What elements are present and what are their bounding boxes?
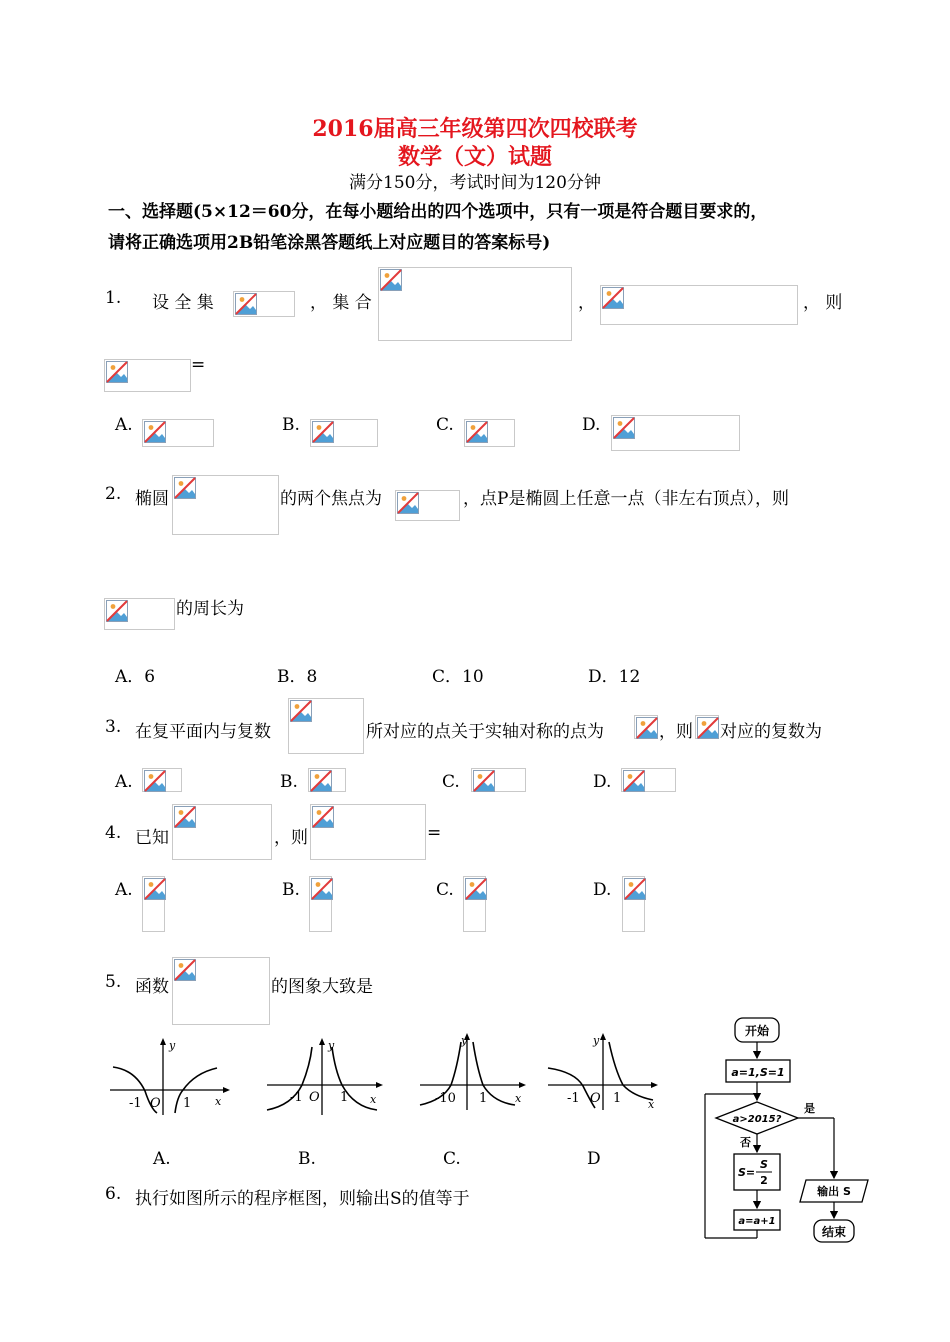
broken-image-icon [600, 285, 798, 325]
q1-option-c: C. [436, 415, 454, 435]
q2-text-3: ，点P是椭圆上任意一点（非左右顶点），则 [463, 489, 789, 509]
broken-image-icon [309, 876, 332, 932]
title-line1: 2016届高三年级第四次四校联考 [312, 116, 638, 142]
broken-image-icon [611, 415, 740, 451]
broken-image-icon [622, 876, 645, 932]
section-heading-line2: 请将正确选项用2B铅笔涂黑答题纸上对应题目的答案标号) [108, 233, 551, 253]
q3-number: 3. [105, 717, 122, 737]
q3-text-4: 对应的复数为 [720, 722, 822, 742]
q4-option-b: B. [282, 880, 300, 900]
graph-b [262, 1035, 392, 1120]
pos1-label: 1 [613, 1091, 622, 1106]
broken-image-icon [172, 475, 279, 535]
q5-number: 5. [105, 972, 122, 992]
neg1-0-label: -10 [435, 1091, 456, 1106]
q1-number: 1. [105, 288, 122, 308]
q1-option-b: B. [282, 415, 300, 435]
q4-option-a: A. [115, 880, 133, 900]
neg1-label: -1 [567, 1091, 580, 1106]
q1-option-d: D. [582, 415, 601, 435]
flow-increment-label: a=a+1 [738, 1216, 776, 1227]
neg1-label: -1 [129, 1096, 142, 1111]
broken-image-icon [142, 768, 182, 792]
q2-text-2: 的两个焦点为 [280, 489, 382, 509]
q3-option-b: B. [280, 772, 298, 792]
graph-d [545, 1030, 665, 1115]
neg1-label: -1 [290, 1090, 303, 1105]
flow-assign-label: S= [738, 1166, 756, 1179]
q5-option-d: D [587, 1149, 601, 1169]
origin-label: O [150, 1096, 161, 1111]
q3-text-3: ，则 [659, 722, 693, 742]
title-line2: 数学（文）试题 [397, 144, 552, 170]
broken-image-icon [621, 768, 676, 792]
broken-image-icon [288, 698, 364, 754]
q1-option-a: A. [115, 415, 133, 435]
graph-a [105, 1035, 235, 1120]
flow-init-label: a=1,S=1 [731, 1066, 785, 1079]
flow-assign-numerator: S [760, 1158, 768, 1171]
q3-option-d: D. [593, 772, 612, 792]
y-label: y [169, 1039, 176, 1052]
broken-image-icon [695, 715, 719, 739]
pos1-label: 1 [479, 1091, 488, 1106]
flow-yes-label: 是 [804, 1102, 815, 1115]
flow-end-label: 结束 [821, 1225, 847, 1239]
flow-condition-label: a>2015? [732, 1114, 782, 1125]
q3-text-1: 在复平面内与复数 [135, 722, 271, 742]
q2-text-4: 的周长为 [176, 599, 244, 619]
q1-text-4: ， 则 [803, 293, 843, 313]
broken-image-icon [104, 598, 175, 630]
q4-text-3: = [427, 823, 442, 843]
flow-assign-denominator: 2 [760, 1174, 768, 1187]
broken-image-icon [463, 876, 486, 932]
pos1-label: 1 [340, 1090, 349, 1105]
broken-image-icon [471, 768, 526, 792]
q5-option-a: A. [153, 1149, 171, 1169]
flow-start-label: 开始 [744, 1024, 770, 1038]
broken-image-icon [310, 419, 378, 447]
q3-option-c: C. [442, 772, 460, 792]
x-label: x [370, 1093, 377, 1106]
y-label: y [328, 1039, 335, 1052]
q4-text-2: ，则 [274, 828, 308, 848]
broken-image-icon [142, 419, 214, 447]
broken-image-icon [634, 715, 658, 739]
q5-text-1: 函数 [135, 977, 169, 997]
broken-image-icon [395, 490, 460, 521]
subtitle: 满分150分，考试时间为120分钟 [349, 173, 601, 193]
q2-option-b: B．8 [277, 667, 318, 687]
q6-text: 执行如图所示的程序框图，则输出S的值等于 [135, 1189, 470, 1209]
x-label: x [648, 1098, 655, 1111]
q5-text-2: 的图象大致是 [271, 977, 373, 997]
origin-label: O [309, 1090, 320, 1105]
q6-number: 6. [105, 1184, 122, 1204]
x-label: x [515, 1092, 522, 1105]
q5-option-b: B. [298, 1149, 316, 1169]
q4-option-d: D. [593, 880, 612, 900]
section-heading-line1: 一、选择题(5×12＝60分，在每小题给出的四个选项中，只有一项是符合题目要求的， [108, 202, 768, 222]
broken-image-icon [308, 768, 346, 792]
q4-text-1: 已知 [135, 828, 169, 848]
broken-image-icon [464, 419, 515, 447]
q1-text-2: ， 集 合 [310, 293, 372, 313]
x-label: x [215, 1095, 222, 1108]
broken-image-icon [378, 267, 572, 341]
flow-no-label: 否 [740, 1136, 751, 1149]
q4-number: 4. [105, 823, 122, 843]
q1-text-1: 设 全 集 [152, 293, 214, 313]
y-label: y [461, 1034, 468, 1047]
q1-text-3: ， [578, 293, 595, 313]
origin-label: O [590, 1091, 601, 1106]
q3-text-2: 所对应的点关于实轴对称的点为 [366, 722, 604, 742]
broken-image-icon [142, 876, 165, 932]
pos1-label: 1 [183, 1096, 192, 1111]
y-label: y [593, 1034, 600, 1047]
graph-c [415, 1030, 535, 1115]
broken-image-icon [172, 957, 270, 1025]
broken-image-icon [310, 804, 426, 860]
q2-option-a: A．6 [115, 667, 156, 687]
broken-image-icon [172, 804, 272, 860]
q2-text-1: 椭圆 [135, 489, 169, 509]
q2-option-c: C．10 [432, 667, 484, 687]
flow-output-label: 输出 S [817, 1185, 851, 1198]
broken-image-icon [233, 291, 295, 317]
q2-option-d: D．12 [588, 667, 641, 687]
broken-image-icon [104, 359, 191, 392]
flowchart [700, 1012, 875, 1244]
q3-option-a: A. [115, 772, 133, 792]
q1-text-5: = [191, 355, 206, 375]
q5-option-c: C. [443, 1149, 461, 1169]
q4-option-c: C. [436, 880, 454, 900]
q2-number: 2. [105, 484, 122, 504]
